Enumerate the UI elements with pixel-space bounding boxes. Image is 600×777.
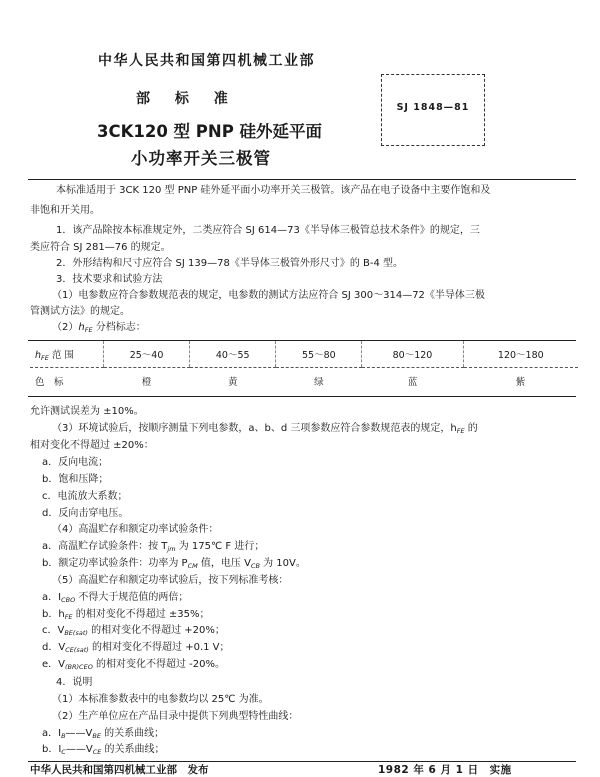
criterion-d: d．$V_{CE(sat)}$ 的相对变化不得超过 +0.1 V；	[42, 642, 230, 654]
hfe-subscript: FE	[84, 326, 93, 334]
range-cell: 80～120	[362, 341, 463, 368]
range-row-label: $h_{FE}$ 范 围	[30, 341, 104, 368]
intro-line-2: 非饱和开关用。	[30, 205, 100, 216]
item3-1-line-a: （1）电参数应符合参数规范表的规定，电参数的测试方法应符合 SJ 300～314—72《半导体三极	[52, 290, 485, 301]
list-item-d: d．反向击穿电压。	[42, 508, 129, 519]
list-item-c: c．电流放大系数；	[42, 491, 128, 502]
item3-5-heading: （5）高温贮存和额定功率试验后，按下列标准考核：	[52, 575, 289, 586]
footer-effective-date: 1982 年 6 月 1 日 实施	[378, 764, 512, 776]
curve-a: a．$I_B——V_{BE}$ 的关系曲线；	[42, 728, 165, 740]
hfe-grade-table	[30, 341, 578, 394]
color-cell: 橙	[141, 377, 152, 388]
department-standard-label: 部 标 准	[136, 91, 229, 107]
footer-publisher: 中华人民共和国第四机械工业部 发布	[30, 764, 209, 776]
criterion-e: e．$V_{(BR)CEO}$ 的相对变化不得超过 -20%。	[42, 659, 226, 671]
standard-code-box	[381, 74, 485, 146]
range-cell: 40～55	[190, 341, 276, 368]
item3-3-line-b: 相对变化不得超过 ±20%：	[30, 440, 154, 451]
curve-b: b．$I_C——V_{CE}$ 的关系曲线；	[42, 744, 165, 756]
item3-2-prefix: （2）	[52, 322, 79, 333]
item3-heading: 3．技术要求和试验方法	[56, 274, 163, 285]
criterion-a: a．$I_{CBO}$ 不得大于规范值的两倍；	[42, 592, 189, 604]
item3-4-heading: （4）高温贮存和额定功率试验条件：	[52, 524, 219, 535]
range-cell: 25～40	[104, 341, 190, 368]
hfe-symbol: h	[78, 322, 85, 333]
item3-4-b: b．额定功率试验条件：功率为 $P_{CM}$ 值，电压 $V_{CB}$ 为 10V。	[42, 558, 306, 570]
criterion-c: c．$V_{BE(sat)}$ 的相对变化不得超过 +20%；	[42, 625, 225, 637]
color-cell: 黄	[227, 377, 238, 388]
range-cell: 120～180	[463, 341, 578, 368]
item4-1: （1）本标准参数表中的电参数均以 25℃ 为准。	[52, 694, 269, 705]
document-title-line2: 小功率开关三极管	[131, 149, 271, 168]
item4-2: （2）生产单位应在产品目录中提供下列典型特性曲线：	[52, 711, 299, 722]
item3-2	[52, 321, 146, 337]
table-row-range	[30, 341, 578, 368]
item3-4-a: a．高温贮存试验条件：按 $T_{jm}$ 为 175℃ F 进行；	[42, 541, 265, 553]
table-bottom-rule	[28, 396, 576, 397]
item3-2-suffix: 分档标志：	[92, 322, 146, 333]
intro-line-1: 本标准适用于 3CK 120 型 PNP 硅外延平面小功率开关三极管。该产品在电子设备中主要作饱和及	[56, 185, 491, 196]
tolerance-note: 允许测试误差为 ±10%。	[30, 406, 144, 417]
item3-1-line-b: 管测试方法》的规定。	[30, 306, 130, 317]
document-title-line1: 3CK120 型 PNP 硅外延平面	[97, 122, 323, 141]
item3-3-line-a: （3）环境试验后，按顺序测量下列电参数，a、b、d 三项参数应符合参数规范表的规定，$h_{FE}$ 的	[52, 423, 478, 435]
criterion-b: b．$h_{FE}$ 的相对变化不得超过 ±35%；	[42, 609, 210, 621]
item2: 2．外形结构和尺寸应符合 SJ 139—78《半导体三极管外形尺寸》的 B-4 型。	[56, 258, 404, 269]
color-cell: 绿	[314, 377, 324, 388]
list-item-a: a．反向电流；	[42, 457, 109, 468]
color-row-label: 色 标	[35, 377, 64, 388]
range-cell: 55～80	[276, 341, 362, 368]
table-row-color	[30, 368, 578, 395]
item1-line-b: 类应符合 SJ 281—76 的规定。	[30, 242, 171, 253]
standard-code: SJ 1848—81	[396, 102, 470, 113]
list-item-b: b．饱和压降；	[42, 474, 109, 485]
color-cell: 蓝	[407, 377, 418, 388]
color-cell: 紫	[515, 377, 526, 388]
issuing-ministry: 中华人民共和国第四机械工业部	[98, 53, 315, 69]
item4-heading: 4．说明	[56, 677, 93, 688]
item1-line-a: 1．该产品除按本标准规定外，二类应符合 SJ 614—73《半导体三极管总技术条件》的规定，三	[56, 225, 480, 236]
header-divider	[28, 179, 576, 180]
